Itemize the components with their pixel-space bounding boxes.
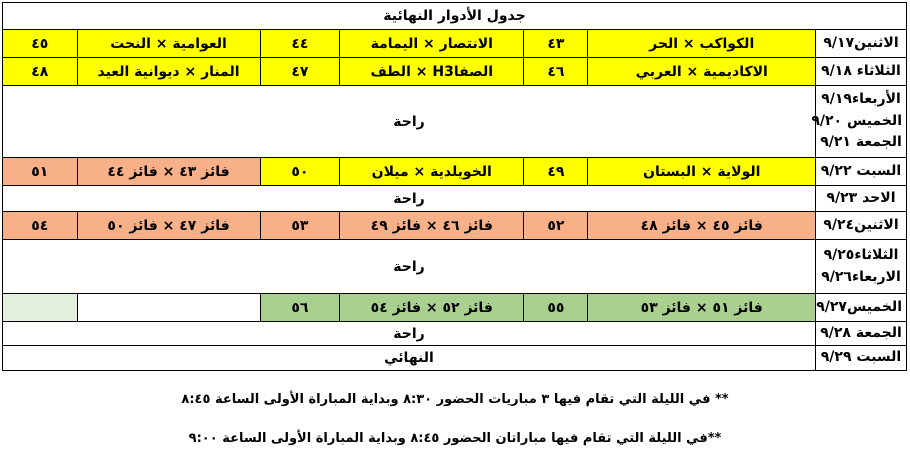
title-row: [3, 3, 907, 30]
day-label: الجمعة ٩/٢١: [820, 134, 902, 151]
match-number: ٥٣: [260, 212, 340, 240]
match-number: ٤٥: [3, 30, 78, 58]
match-cell: فائز ٤٣ × فائز ٤٤: [77, 158, 260, 186]
finals-schedule-table: [2, 2, 907, 371]
match-number: ٤٤: [260, 30, 340, 58]
match-number: ٤٨: [3, 58, 78, 86]
day-cell: الخميس٩/٢٧: [815, 294, 906, 322]
table-row: [3, 240, 907, 294]
day-label: الأربعاء٩/١٩: [821, 90, 901, 107]
match-cell: فائز ٤٦ × فائز ٤٩: [340, 212, 524, 240]
match-number: ٤٩: [524, 158, 588, 186]
match-number: ٥٥: [524, 294, 588, 322]
table-row: [3, 186, 907, 212]
match-number: ٤٣: [524, 30, 588, 58]
match-cell: الصفاH3 × الطف: [340, 58, 524, 86]
table-row: [3, 212, 907, 240]
table-title: جدول الأدوار النهائية: [3, 3, 907, 30]
match-number: ٤٧: [260, 58, 340, 86]
table-row: [3, 58, 907, 86]
rest-cell: راحة: [3, 240, 816, 294]
day-cell: السبت ٩/٢٢: [815, 158, 906, 186]
match-cell: فائز ٤٥ × فائز ٤٨: [588, 212, 816, 240]
match-cell: الكواكب × الحر: [588, 30, 816, 58]
rest-cell: راحة: [3, 86, 816, 158]
day-label: الاربعاء٩/٢٦: [821, 268, 901, 285]
match-cell: فائز ٥١ × فائز ٥٣: [588, 294, 816, 322]
match-number: ٥٠: [260, 158, 340, 186]
table-row: [3, 322, 907, 346]
empty-cell: [77, 294, 260, 322]
day-cell: الثلاثاء ٩/١٨: [815, 58, 906, 86]
match-number: ٥٢: [524, 212, 588, 240]
match-number: ٥٦: [260, 294, 340, 322]
match-cell: الخويلدية × ميلان: [340, 158, 524, 186]
match-cell: المنار × ديوانية العيد: [77, 58, 260, 86]
match-cell: فائز ٤٧ × فائز ٥٠: [77, 212, 260, 240]
table-row: [3, 86, 907, 158]
rest-cell: راحة: [3, 186, 816, 212]
note-line: ** في الليلة التي تقام فيها ٣ مباريات الحضور ٨:٣٠ وبداية المباراة الأولى الساعة ٨:٤٥: [181, 392, 729, 407]
note-line: **في الليلة التي تقام فيها مباراتان الحضور ٨:٤٥ وبداية المباراة الأولى الساعة ٩:٠٠: [188, 431, 722, 446]
table-row: [3, 158, 907, 186]
match-cell: الانتصار × اليمامة: [340, 30, 524, 58]
table-row: [3, 294, 907, 322]
day-cell: السبت ٩/٢٩: [815, 346, 906, 371]
match-cell: فائز ٥٢ × فائز ٥٤: [340, 294, 524, 322]
rest-cell: راحة: [3, 322, 816, 346]
match-number: ٥١: [3, 158, 78, 186]
day-cell: الاثنين٩/٢٤: [815, 212, 906, 240]
day-label: الثلاثاء٩/٢٥: [823, 246, 899, 263]
match-cell: الاكاديمية × العربي: [588, 58, 816, 86]
match-cell: الولاية × البستان: [588, 158, 816, 186]
match-number: ٥٤: [3, 212, 78, 240]
day-cell: الاحد ٩/٢٣: [815, 186, 906, 212]
day-cell: الاثنين٩/١٧: [815, 30, 906, 58]
empty-cell: [3, 294, 78, 322]
day-label: الخميس ٩/٢٠: [811, 112, 902, 129]
table-row: [3, 346, 907, 371]
match-cell: العوامية × النحت: [77, 30, 260, 58]
day-cell: الجمعة ٩/٢٨: [815, 322, 906, 346]
day-cell: [815, 240, 906, 294]
match-number: ٤٦: [524, 58, 588, 86]
final-cell: النهائي: [3, 346, 816, 371]
day-cell: [811, 86, 906, 158]
table-row: [3, 30, 907, 58]
